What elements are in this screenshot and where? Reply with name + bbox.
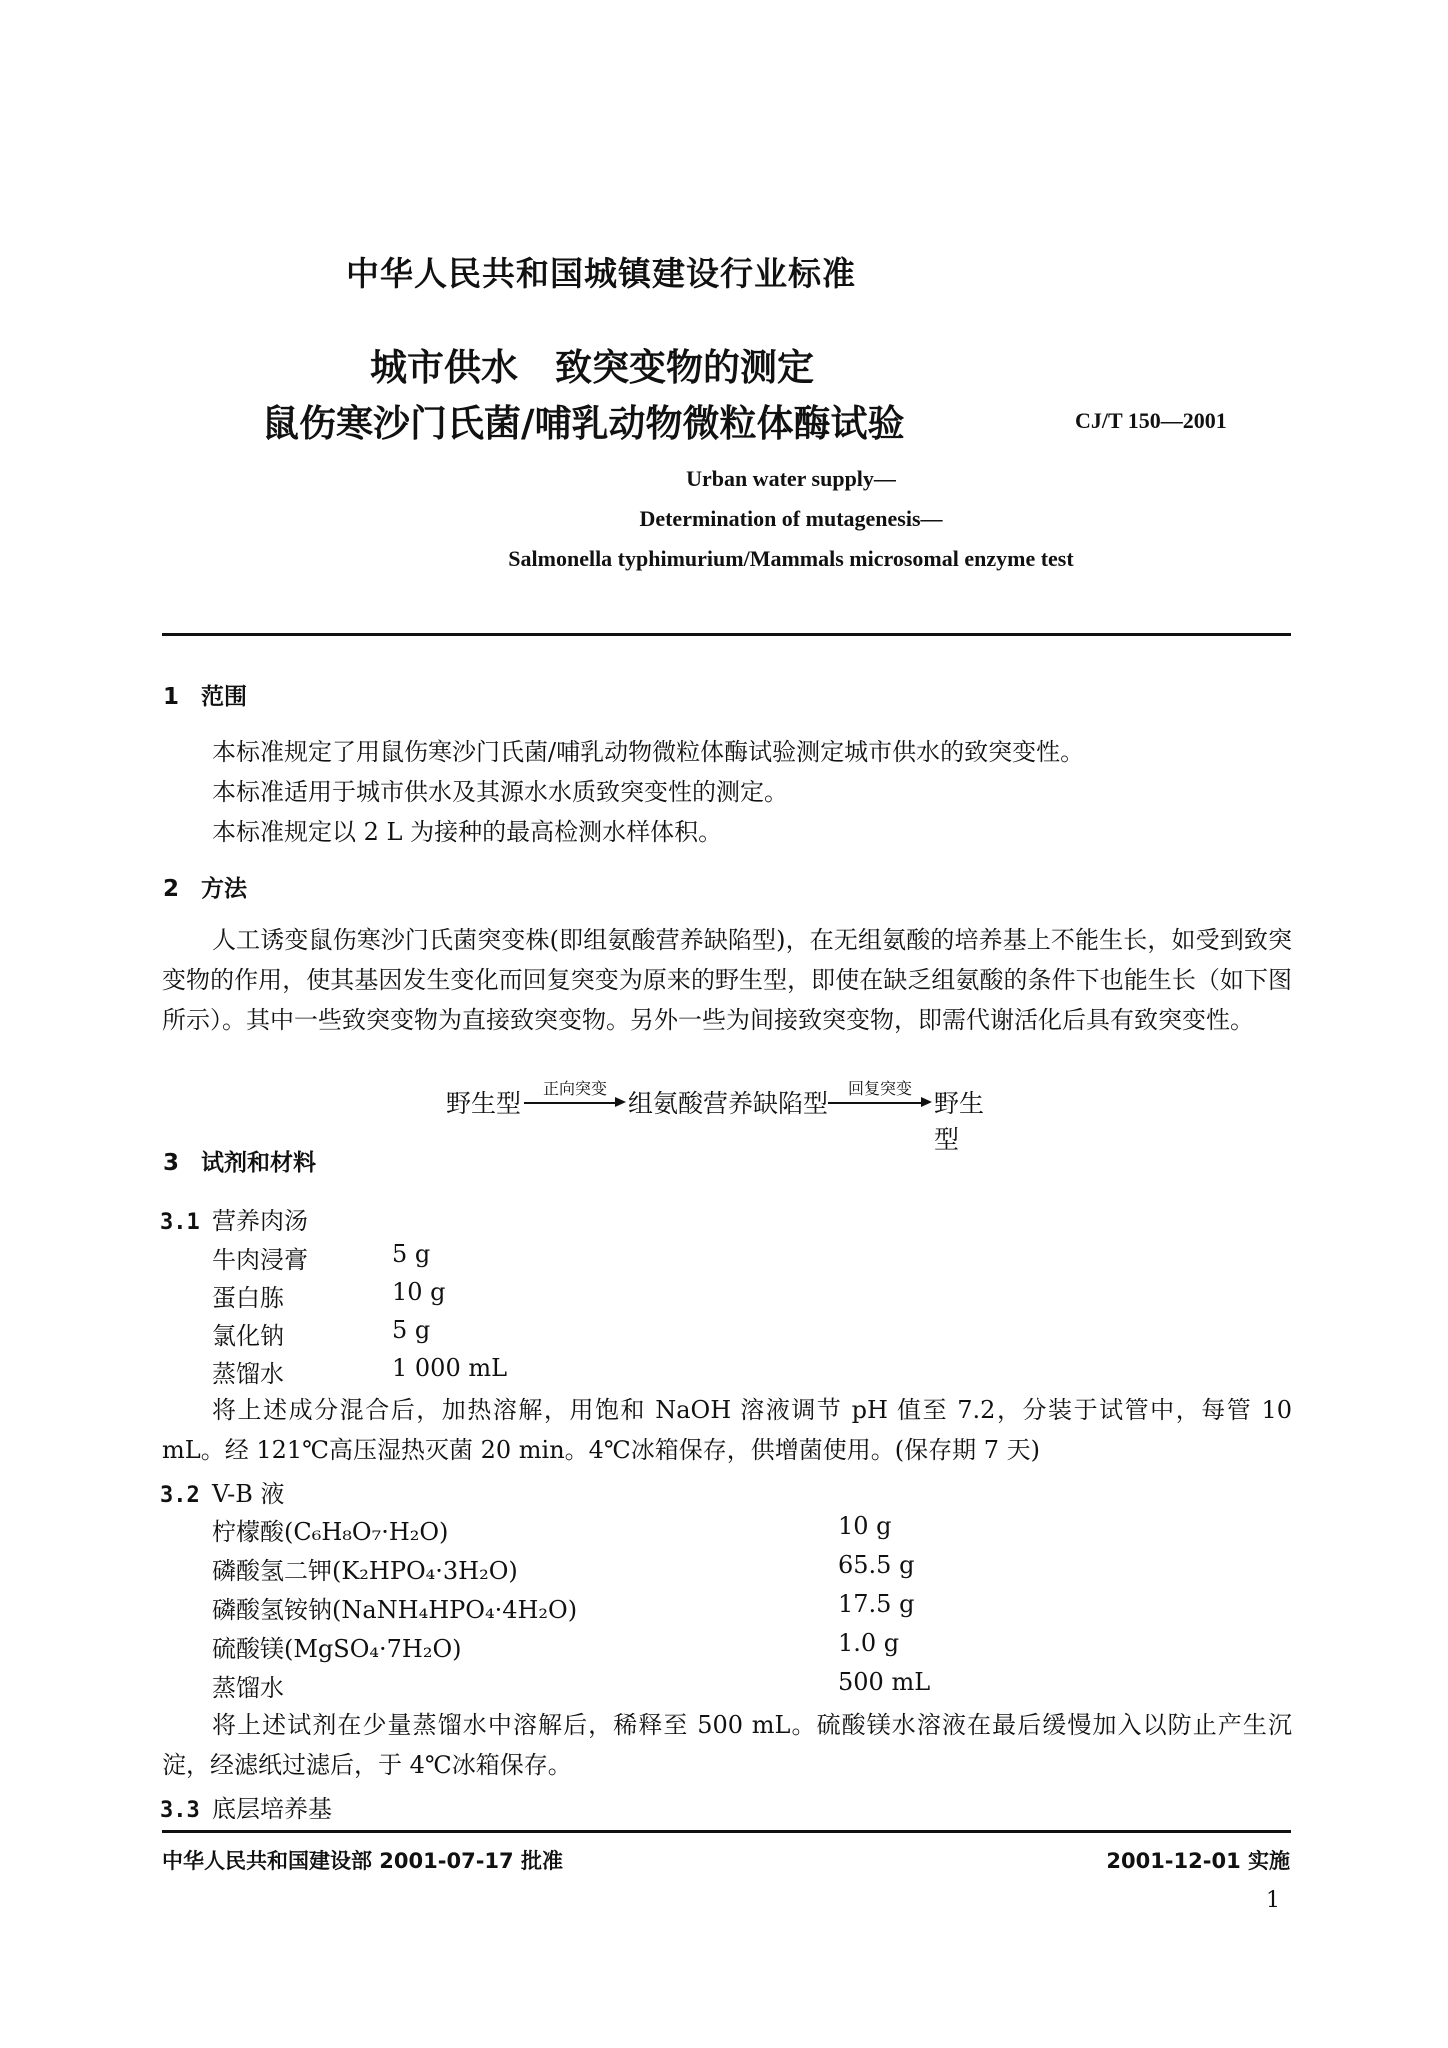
- mutation-diagram: [446, 1079, 1006, 1154]
- reagent-name: 硫酸镁(MgSO₄·7H₂O): [212, 1635, 462, 1663]
- ingredient-amount: 5 g: [392, 1240, 431, 1268]
- standard-code: CJ/T 150—2001: [1075, 408, 1227, 433]
- reagent-amount: 17.5 g: [838, 1590, 915, 1618]
- approval-info: 中华人民共和国建设部 2001-07-17 批准: [162, 1849, 563, 1873]
- ingredient-name: 蒸馏水: [212, 1360, 284, 1388]
- subsection-number: 3.3: [160, 1798, 200, 1823]
- subsection-3-2-heading: [160, 1474, 285, 1509]
- subsection-title: 底层培养基: [212, 1795, 332, 1823]
- section-title: 试剂和材料: [201, 1150, 316, 1176]
- scope-line-3: 本标准规定以 2 L 为接种的最高检测水样体积。: [212, 818, 723, 846]
- arrow-label: 正向突变: [542, 1079, 607, 1098]
- implementation-date: 2001-12-01 实施: [1106, 1849, 1290, 1873]
- section-number: 3: [163, 1150, 180, 1176]
- ingredient-name: 氯化钠: [212, 1322, 284, 1350]
- english-title-line-3: Salmonella typhimurium/Mammals microsomal enzyme test: [508, 546, 1074, 571]
- diagram-middle: 组氨酸营养缺陷型: [628, 1089, 829, 1118]
- reagent-amount: 10 g: [838, 1512, 892, 1540]
- reagent-name: 蒸馏水: [212, 1674, 284, 1702]
- diagram-start: 野生型: [446, 1089, 522, 1118]
- header-divider: [162, 633, 1291, 636]
- reagent-name: 柠檬酸(C₆H₈O₇·H₂O): [212, 1518, 449, 1546]
- method-paragraph: 人工诱变鼠伤寒沙门氏菌突变株(即组氨酸营养缺陷型)，在无组氨酸的培养基上不能生长，如受到致突变物的作用，使其基因发生变化而回复突变为原来的野生型，即使在缺乏组氨酸的条件下也能生长（如下图所示）。其中一些致突变物为直接致突变物。另外一些为间接致突变物，即需代谢活化后具有致突变性。: [162, 926, 1292, 1034]
- section-title: 范围: [201, 684, 247, 710]
- section-2-heading: [163, 870, 247, 903]
- diagram-end: 野生型: [934, 1089, 985, 1154]
- reverse-mutation-arrow: [828, 1079, 932, 1110]
- arrow-label: 回复突变: [847, 1079, 912, 1098]
- section-title: 方法: [201, 876, 247, 902]
- subsection-title: 营养肉汤: [212, 1207, 308, 1235]
- subsection-title: V-B 液: [212, 1480, 285, 1508]
- ingredient-amount: 5 g: [392, 1316, 431, 1344]
- subsection-3-3-heading: [160, 1789, 332, 1824]
- forward-mutation-arrow: [524, 1079, 626, 1110]
- reagent-name: 磷酸氢二钾(K₂HPO₄·3H₂O): [212, 1557, 518, 1585]
- subsection-number: 3.1: [160, 1210, 200, 1235]
- nutrient-broth-note: 将上述成分混合后，加热溶解，用饱和 NaOH 溶液调节 pH 值至 7.2，分装于试管中，每管 10 mL。经 121℃高压湿热灭菌 20 min。4℃冰箱保存，供增菌使用。(保存期 7 天): [162, 1396, 1292, 1464]
- title-line-1: 城市供水 致突变物的测定: [370, 346, 814, 389]
- ingredient-name: 牛肉浸膏: [212, 1246, 308, 1274]
- reagent-amount: 1.0 g: [838, 1629, 900, 1657]
- subsection-number: 3.2: [160, 1483, 200, 1508]
- scope-line-2: 本标准适用于城市供水及其源水水质致突变性的测定。: [212, 778, 788, 806]
- section-1-heading: [163, 678, 247, 711]
- section-number: 2: [163, 876, 180, 902]
- scope-line-1: 本标准规定了用鼠伤寒沙门氏菌/哺乳动物微粒体酶试验测定城市供水的致突变性。: [212, 738, 1085, 766]
- subsection-3-1-heading: [160, 1201, 308, 1236]
- english-title-line-2: Determination of mutagenesis—: [639, 506, 943, 531]
- ingredient-name: 蛋白胨: [212, 1284, 284, 1312]
- title-line-2: 鼠伤寒沙门氏菌/哺乳动物微粒体酶试验: [262, 402, 905, 445]
- reagent-amount: 65.5 g: [838, 1551, 915, 1579]
- ingredient-amount: 10 g: [392, 1278, 446, 1306]
- page-number: 1: [1266, 1888, 1280, 1913]
- english-title-line-1: Urban water supply—: [686, 466, 896, 491]
- standard-type: 中华人民共和国城镇建设行业标准: [346, 254, 856, 293]
- reagent-amount: 500 mL: [838, 1668, 931, 1696]
- ingredient-amount: 1 000 mL: [392, 1354, 508, 1382]
- reagent-name: 磷酸氢铵钠(NaNH₄HPO₄·4H₂O): [212, 1596, 578, 1624]
- footer-divider: [162, 1830, 1291, 1833]
- section-number: 1: [163, 684, 180, 710]
- vb-solution-note: 将上述试剂在少量蒸馏水中溶解后，稀释至 500 mL。硫酸镁水溶液在最后缓慢加入以防止产生沉淀，经滤纸过滤后，于 4℃冰箱保存。: [162, 1711, 1292, 1779]
- section-3-heading: [163, 1144, 316, 1177]
